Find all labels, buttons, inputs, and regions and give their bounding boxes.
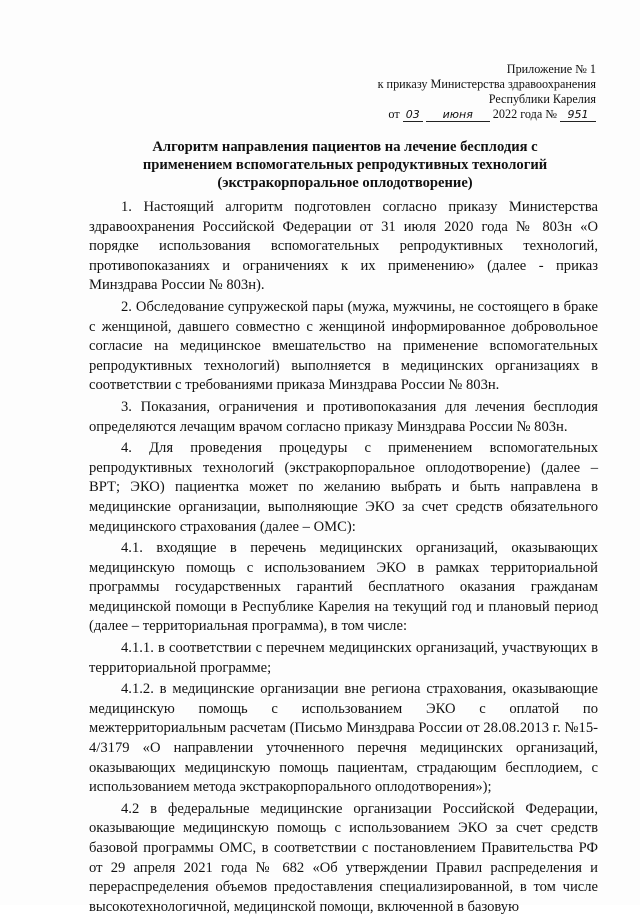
handwritten-order-number: 951 <box>560 109 596 122</box>
paragraph-3: 3. Показания, ограничения и противопоказания для лечения бесплодия определяются лечащим врачом согласно приказу Минздрава России № 803н. <box>89 398 598 435</box>
paragraph-1: 1. Настоящий алгоритм подготовлен согласно приказу Министерства здравоохранения Российской Федерации от 31 июля 2020 года № 803н «О порядке использования вспомогательных репродуктивных технологий, противопоказаниях и ограничениях к их применению» (далее - приказ Минздрава России № 803н). <box>89 199 598 294</box>
paragraph-2: 2. Обследование супружеской пары (мужа, мужчины, не состоящего в браке с женщиной, давшего совместно с женщиной информированное добровольное согласие на медицинское вмешательство на применение вспомогательных репродуктивных технологий) выполняется в медицинских организациях в соответствии с требованиями приказа Минздрава России № 803н. <box>89 298 598 394</box>
title-line: применением вспомогательных репродуктивных технологий <box>142 157 548 173</box>
paragraph-4-2: 4.2 в федеральные медицинские организации Российской Федерации, оказывающие медицинскую помощь с использованием ЭКО за счет средств базовой программы ОМС, в соответствии с постановлением Правительства РФ от 29 апреля 2021 года № 682 «Об утверждении Правил распределения и перераспределения объемов предоставления специализированной, в том числе высокотехнологичной, медицинской помощи, включенной в базовую <box>89 800 598 915</box>
paragraph-4: 4. Для проведения процедуры с применением вспомогательных репродуктивных технологий (экстракорпоральное оплодотворение) (далее – ВРТ; ЭКО) пациентка может по желанию выбрать и быть направлена в медицинские организации, выполняющие ЭКО за счет средств обязательного медицинского страхования (далее – ОМС): <box>89 440 598 535</box>
region-name: Республики Карелия <box>488 92 596 106</box>
appendix-label: Приложение № 1 <box>506 62 596 76</box>
from-label: от <box>388 107 400 121</box>
paragraph-4-1-1: 4.1.1. в соответствии с перечнем медицинских организаций, участвующих в территориальной программе; <box>89 640 598 676</box>
appendix-header <box>366 62 596 122</box>
handwritten-month: июня <box>426 109 490 122</box>
title-line: (экстракорпоральное оплодотворение) <box>217 175 473 191</box>
title-line: Алгоритм направления пациентов на лечение бесплодия с <box>152 139 538 155</box>
handwritten-day: 03 <box>403 109 423 122</box>
order-date-line <box>366 107 596 122</box>
year-label: 2022 года № <box>492 107 557 121</box>
order-reference: к приказу Министерства здравоохранения <box>377 77 596 91</box>
paragraph-4-1: 4.1. входящие в перечень медицинских организаций, оказывающих медицинскую помощь с использованием ЭКО в рамках территориальной программы государственных гарантий бесплатного оказания гражданам медицинской помощи в Республике Карелия на текущий год и плановый период (далее – территориальная программа), в том числе: <box>89 540 598 635</box>
document-title <box>95 138 595 192</box>
paragraph-4-1-2: 4.1.2. в медицинские организации вне региона страхования, оказывающие медицинскую помощь с использованием ЭКО с оплатой по межтерриториальным расчетам (Письмо Минздрава России от 28.08.2013 г. №15-4/3179 «О направлении уточненного перечня медицинских организаций, оказывающих медицинскую помощь пациентам, страдающим бесплодием, с использованием метода экстракорпорального оплодотворения»); <box>89 681 598 796</box>
document-body <box>89 198 598 919</box>
